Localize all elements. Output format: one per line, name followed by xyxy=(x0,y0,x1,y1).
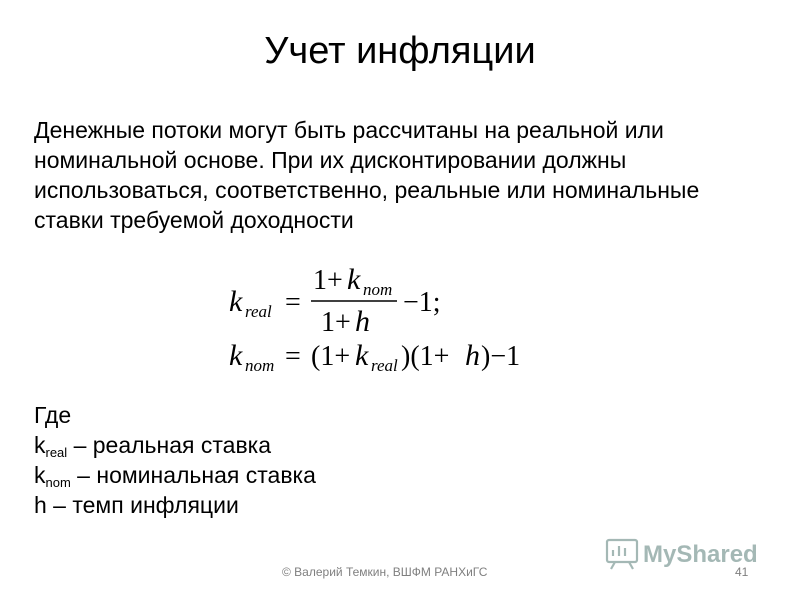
intro-paragraph: Денежные потоки могут быть рассчитаны на реальной или номинальной основе. При их дисконтировании должны использоваться, соответственно, реальные или номинальные ставки требуемой доходности xyxy=(34,117,700,233)
presentation-board-icon xyxy=(607,540,637,569)
f1-numerator: 1+ xyxy=(313,265,343,296)
f2-lhs-sub: nom xyxy=(245,356,275,375)
f2-part2-var: h xyxy=(465,339,480,372)
f2-part1: (1+ xyxy=(311,341,351,372)
legend-item-real xyxy=(34,430,634,460)
legend-text: – темп инфляции xyxy=(46,492,239,518)
legend-text: – номинальная ставка xyxy=(70,462,316,488)
legend-var: k xyxy=(34,462,46,488)
f2-tail: )−1 xyxy=(481,341,521,372)
legend-sub: real xyxy=(45,445,68,460)
legend-heading: Где xyxy=(34,402,72,428)
f1-denominator: 1+ xyxy=(321,307,351,338)
legend-item-inflation xyxy=(34,490,634,520)
f1-numerator-sub: nom xyxy=(363,280,393,299)
legend-sub: nom xyxy=(45,475,71,490)
page-number: 41 xyxy=(735,565,749,579)
f1-denominator-var: h xyxy=(355,305,370,338)
f2-part1-var: k xyxy=(355,339,369,372)
f1-lhs-var: k xyxy=(229,285,243,318)
f2-equals: = xyxy=(285,341,301,372)
f1-tail: −1; xyxy=(403,287,441,318)
legend-var: h xyxy=(34,492,47,518)
f2-lhs-var: k xyxy=(229,339,243,372)
legend-var: k xyxy=(34,432,46,458)
slide-title: Учет инфляции xyxy=(264,30,536,72)
formula-svg xyxy=(225,265,565,385)
f1-numerator-var: k xyxy=(347,265,361,296)
formula-block xyxy=(225,265,565,385)
legend-text: – реальная ставка xyxy=(67,432,272,458)
watermark-text: MyShared xyxy=(643,541,758,568)
legend-item-nom xyxy=(34,460,634,490)
f1-equals: = xyxy=(285,287,301,318)
f1-lhs-sub: real xyxy=(245,302,272,321)
legend xyxy=(34,400,634,520)
footer-copyright: © Валерий Темкин, ВШФМ РАНХиГС xyxy=(282,565,488,579)
f2-part2: )(1+ xyxy=(401,341,450,372)
f2-part1-sub: real xyxy=(371,356,398,375)
